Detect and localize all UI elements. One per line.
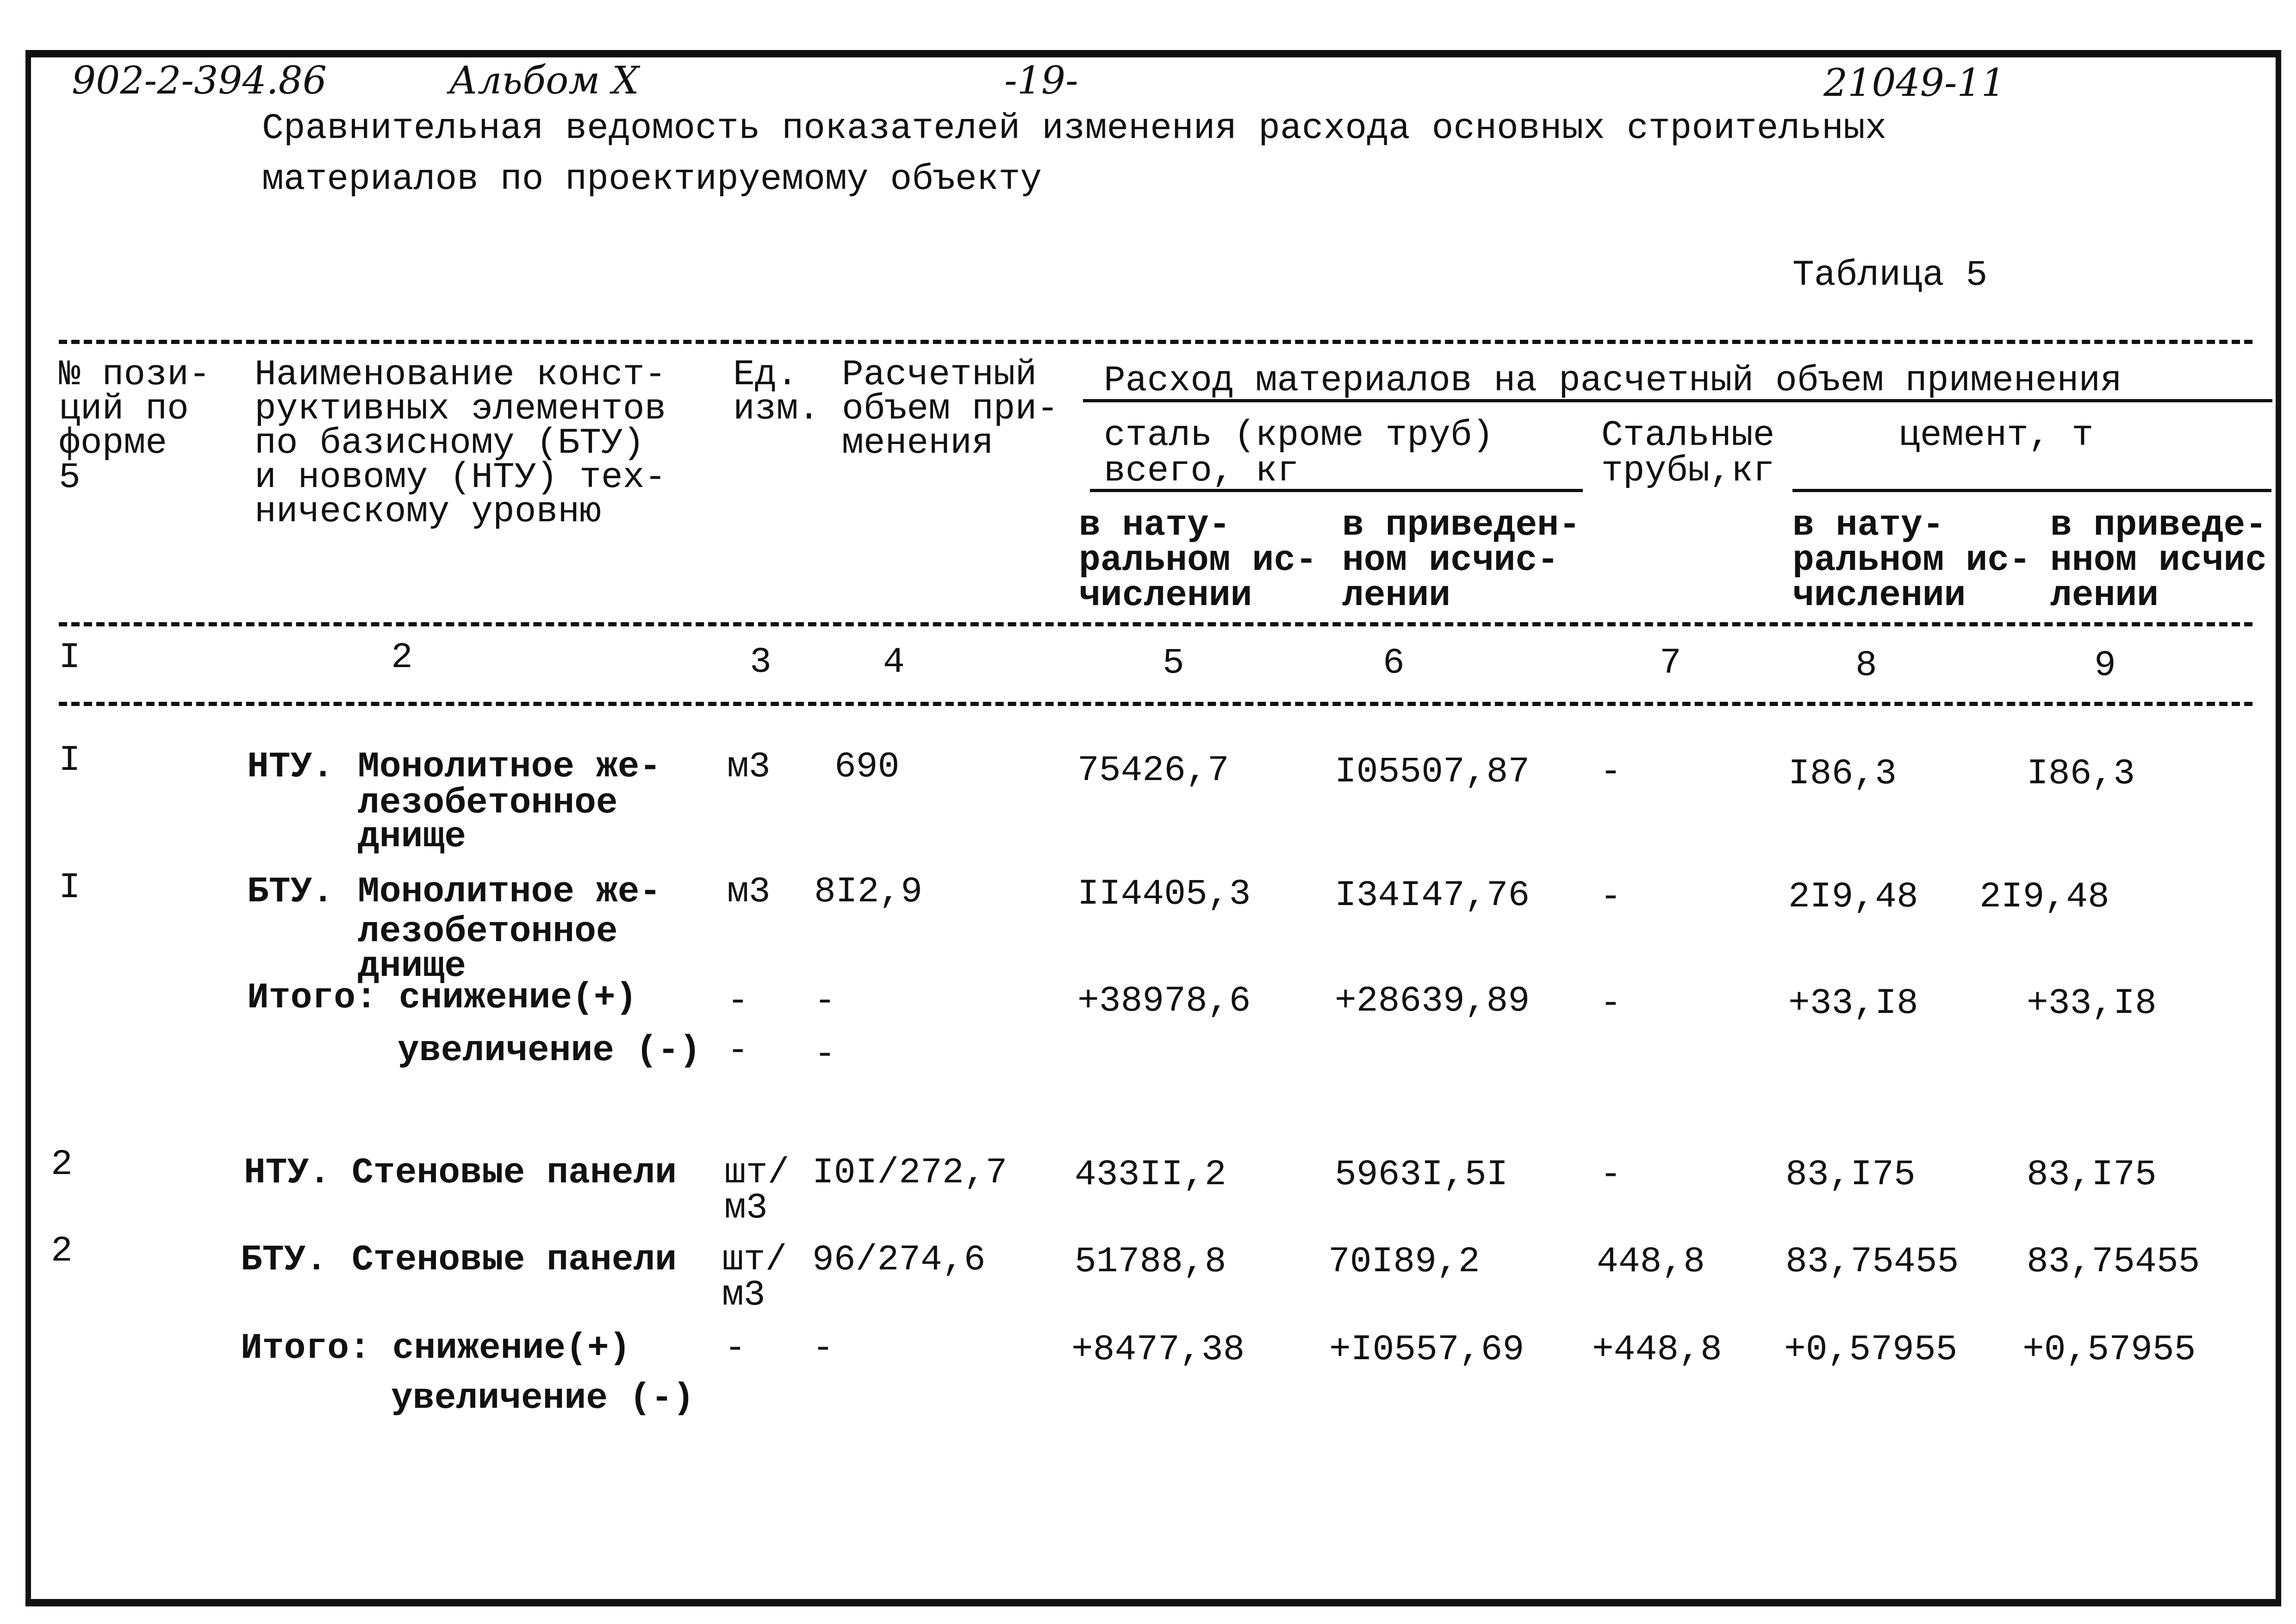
cell-volume: 96/274,6	[812, 1240, 986, 1280]
cell-steel-reduced: 5963I,5I	[1335, 1155, 1508, 1195]
cell-unit: м3	[727, 747, 771, 787]
header-text: в нату-	[1792, 505, 1944, 546]
cell-volume: -	[812, 1328, 834, 1369]
cell-pipes: 448,8	[1597, 1242, 1705, 1282]
cell-total-label: увеличение (-)	[398, 1031, 701, 1071]
cell-name: лезобетонное	[358, 783, 618, 824]
header-text: менения	[842, 423, 994, 464]
cell-steel-natural: II4405,3	[1077, 874, 1251, 915]
cell-pipes: -	[1600, 983, 1622, 1024]
cell-cement-reduced: 2I9,48	[1979, 877, 2109, 918]
cell-pipes: +448,8	[1592, 1330, 1722, 1370]
cell-total-label: Итого: снижение(+)	[241, 1328, 631, 1369]
cell-cement-reduced: +0,57955	[2022, 1330, 2196, 1370]
cell-cement-natural: 83,I75	[1786, 1155, 1916, 1195]
cell-level: НТУ.	[247, 747, 334, 787]
header-text: 5	[59, 457, 81, 498]
cell-level: НТУ.	[244, 1153, 331, 1193]
cell-volume: I0I/272,7	[812, 1153, 1008, 1193]
cell-unit: шт/	[724, 1153, 790, 1193]
cell-steel-natural: 75426,7	[1077, 750, 1229, 791]
cell-unit: -	[724, 1328, 746, 1369]
col-number: 5	[1163, 643, 1184, 684]
cell-cement-natural: 2I9,48	[1788, 877, 1918, 918]
header-text: лении	[2050, 575, 2159, 616]
cell-steel-reduced: I05507,87	[1335, 752, 1530, 793]
divider	[59, 340, 2252, 344]
col-number: 7	[1660, 643, 1681, 684]
col-number: 2	[391, 637, 413, 678]
cell-unit: -	[727, 1031, 749, 1071]
header-steel-1: сталь (кроме труб)	[1104, 415, 1494, 456]
cell-name: Монолитное же-	[358, 872, 661, 912]
header-text: ральном ис-	[1792, 540, 2031, 581]
cell-name: Стеновые панели	[352, 1240, 677, 1280]
cell-unit: м3	[724, 1188, 768, 1229]
cell-steel-natural: 433II,2	[1075, 1155, 1226, 1195]
cell-volume: 8I2,9	[814, 872, 923, 912]
cell-level: БТУ.	[241, 1240, 328, 1280]
cell-name: Стеновые панели	[352, 1153, 677, 1193]
header-text: нном исчис	[2050, 540, 2267, 581]
cell-steel-reduced: 70I89,2	[1328, 1242, 1480, 1282]
header-text: числении	[1792, 575, 1966, 616]
header-text: в нату-	[1079, 505, 1231, 546]
header-cement: цемент, т	[1898, 415, 2094, 456]
sheet-code: 21049-11	[1823, 61, 2005, 105]
header-text: ном исчис-	[1342, 540, 1559, 581]
cell-position: 2	[51, 1144, 73, 1185]
header-text: ническому уровню	[255, 492, 601, 532]
cell-pipes: -	[1600, 877, 1622, 918]
title-line-1: Сравнительная ведомость показателей изменения расхода основных строительных	[262, 108, 1887, 149]
cell-steel-reduced: +I0557,69	[1329, 1330, 1524, 1370]
header-text: Наименование конст-	[255, 355, 666, 395]
header-text: изм.	[733, 389, 820, 430]
header-text: Расчетный	[842, 355, 1037, 395]
cell-pipes: -	[1600, 752, 1622, 793]
col-number: 8	[1855, 645, 1877, 686]
col-number: 3	[750, 642, 772, 683]
cell-level: БТУ.	[247, 872, 334, 912]
cell-steel-natural: 51788,8	[1075, 1242, 1226, 1282]
cell-volume: 690	[834, 747, 900, 787]
header-pipes-1: Стальные	[1601, 415, 1775, 456]
cell-cement-reduced: 83,I75	[2027, 1155, 2157, 1195]
cell-total-label: увеличение (-)	[391, 1378, 695, 1419]
divider	[59, 702, 2252, 706]
cell-unit: м3	[722, 1275, 765, 1316]
header-text: числении	[1079, 575, 1252, 616]
header-steel-2: всего, кг	[1104, 451, 1299, 492]
cell-volume: -	[814, 981, 836, 1022]
rule	[1083, 399, 2272, 402]
header-text: объем при-	[842, 389, 1059, 430]
cell-name: лезобетонное	[358, 912, 618, 952]
header-text: руктивных элементов	[255, 389, 666, 430]
cell-total-label: Итого: снижение(+)	[247, 978, 637, 1018]
cell-position: I	[59, 740, 81, 781]
divider	[59, 622, 2252, 626]
cell-unit: шт/	[722, 1240, 787, 1280]
doc-code: 902-2-394.86	[72, 59, 327, 103]
rule	[1090, 489, 1583, 492]
header-text: по базисному (БТУ)	[255, 423, 645, 464]
cell-position: I	[59, 868, 81, 908]
col-number: I	[59, 637, 81, 678]
cell-pipes: -	[1600, 1155, 1622, 1195]
header-text: в приведен-	[1342, 505, 1580, 546]
col-number: 6	[1383, 643, 1405, 684]
cell-cement-natural: +0,57955	[1784, 1330, 1958, 1370]
header-text: и новому (НТУ) тех-	[255, 457, 666, 498]
header-pipes-2: трубы,кг	[1601, 451, 1775, 492]
table-label: Таблица 5	[1792, 255, 1988, 296]
cell-cement-natural: 83,75455	[1786, 1242, 1959, 1282]
col-number: 4	[883, 642, 905, 683]
title-line-2: материалов по проектируемому объекту	[262, 159, 1042, 200]
cell-unit: -	[727, 981, 749, 1022]
cell-unit: м3	[727, 872, 771, 912]
cell-name: днище	[358, 817, 467, 857]
rule	[1792, 489, 2271, 492]
cell-name: Монолитное же-	[358, 747, 661, 787]
header-text: № пози-	[59, 355, 211, 395]
cell-cement-natural: +33,I8	[1788, 983, 1918, 1024]
header-text: ций по	[59, 389, 189, 430]
cell-steel-reduced: +28639,89	[1335, 981, 1530, 1022]
cell-steel-reduced: I34I47,76	[1335, 875, 1530, 916]
album-label: Альбом X	[449, 59, 639, 103]
cell-volume: -	[814, 1034, 836, 1075]
cell-cement-reduced: +33,I8	[2027, 983, 2157, 1024]
cell-cement-reduced: I86,3	[2027, 754, 2135, 794]
header-text: лении	[1342, 575, 1451, 616]
header-text: форме	[59, 423, 168, 464]
col-number: 9	[2094, 645, 2116, 686]
cell-steel-natural: +8477,38	[1071, 1330, 1245, 1370]
page-number: -19-	[1004, 59, 1078, 103]
cell-name: днище	[358, 946, 467, 987]
header-text: Ед.	[733, 355, 798, 395]
header-text: в приведе-	[2050, 505, 2267, 546]
cell-cement-natural: I86,3	[1788, 754, 1897, 794]
cell-steel-natural: +38978,6	[1077, 981, 1251, 1022]
header-group: Расход материалов на расчетный объем применения	[1104, 361, 2122, 401]
header-text: ральном ис-	[1079, 540, 1317, 581]
cell-position: 2	[51, 1231, 73, 1272]
cell-cement-reduced: 83,75455	[2027, 1242, 2200, 1282]
